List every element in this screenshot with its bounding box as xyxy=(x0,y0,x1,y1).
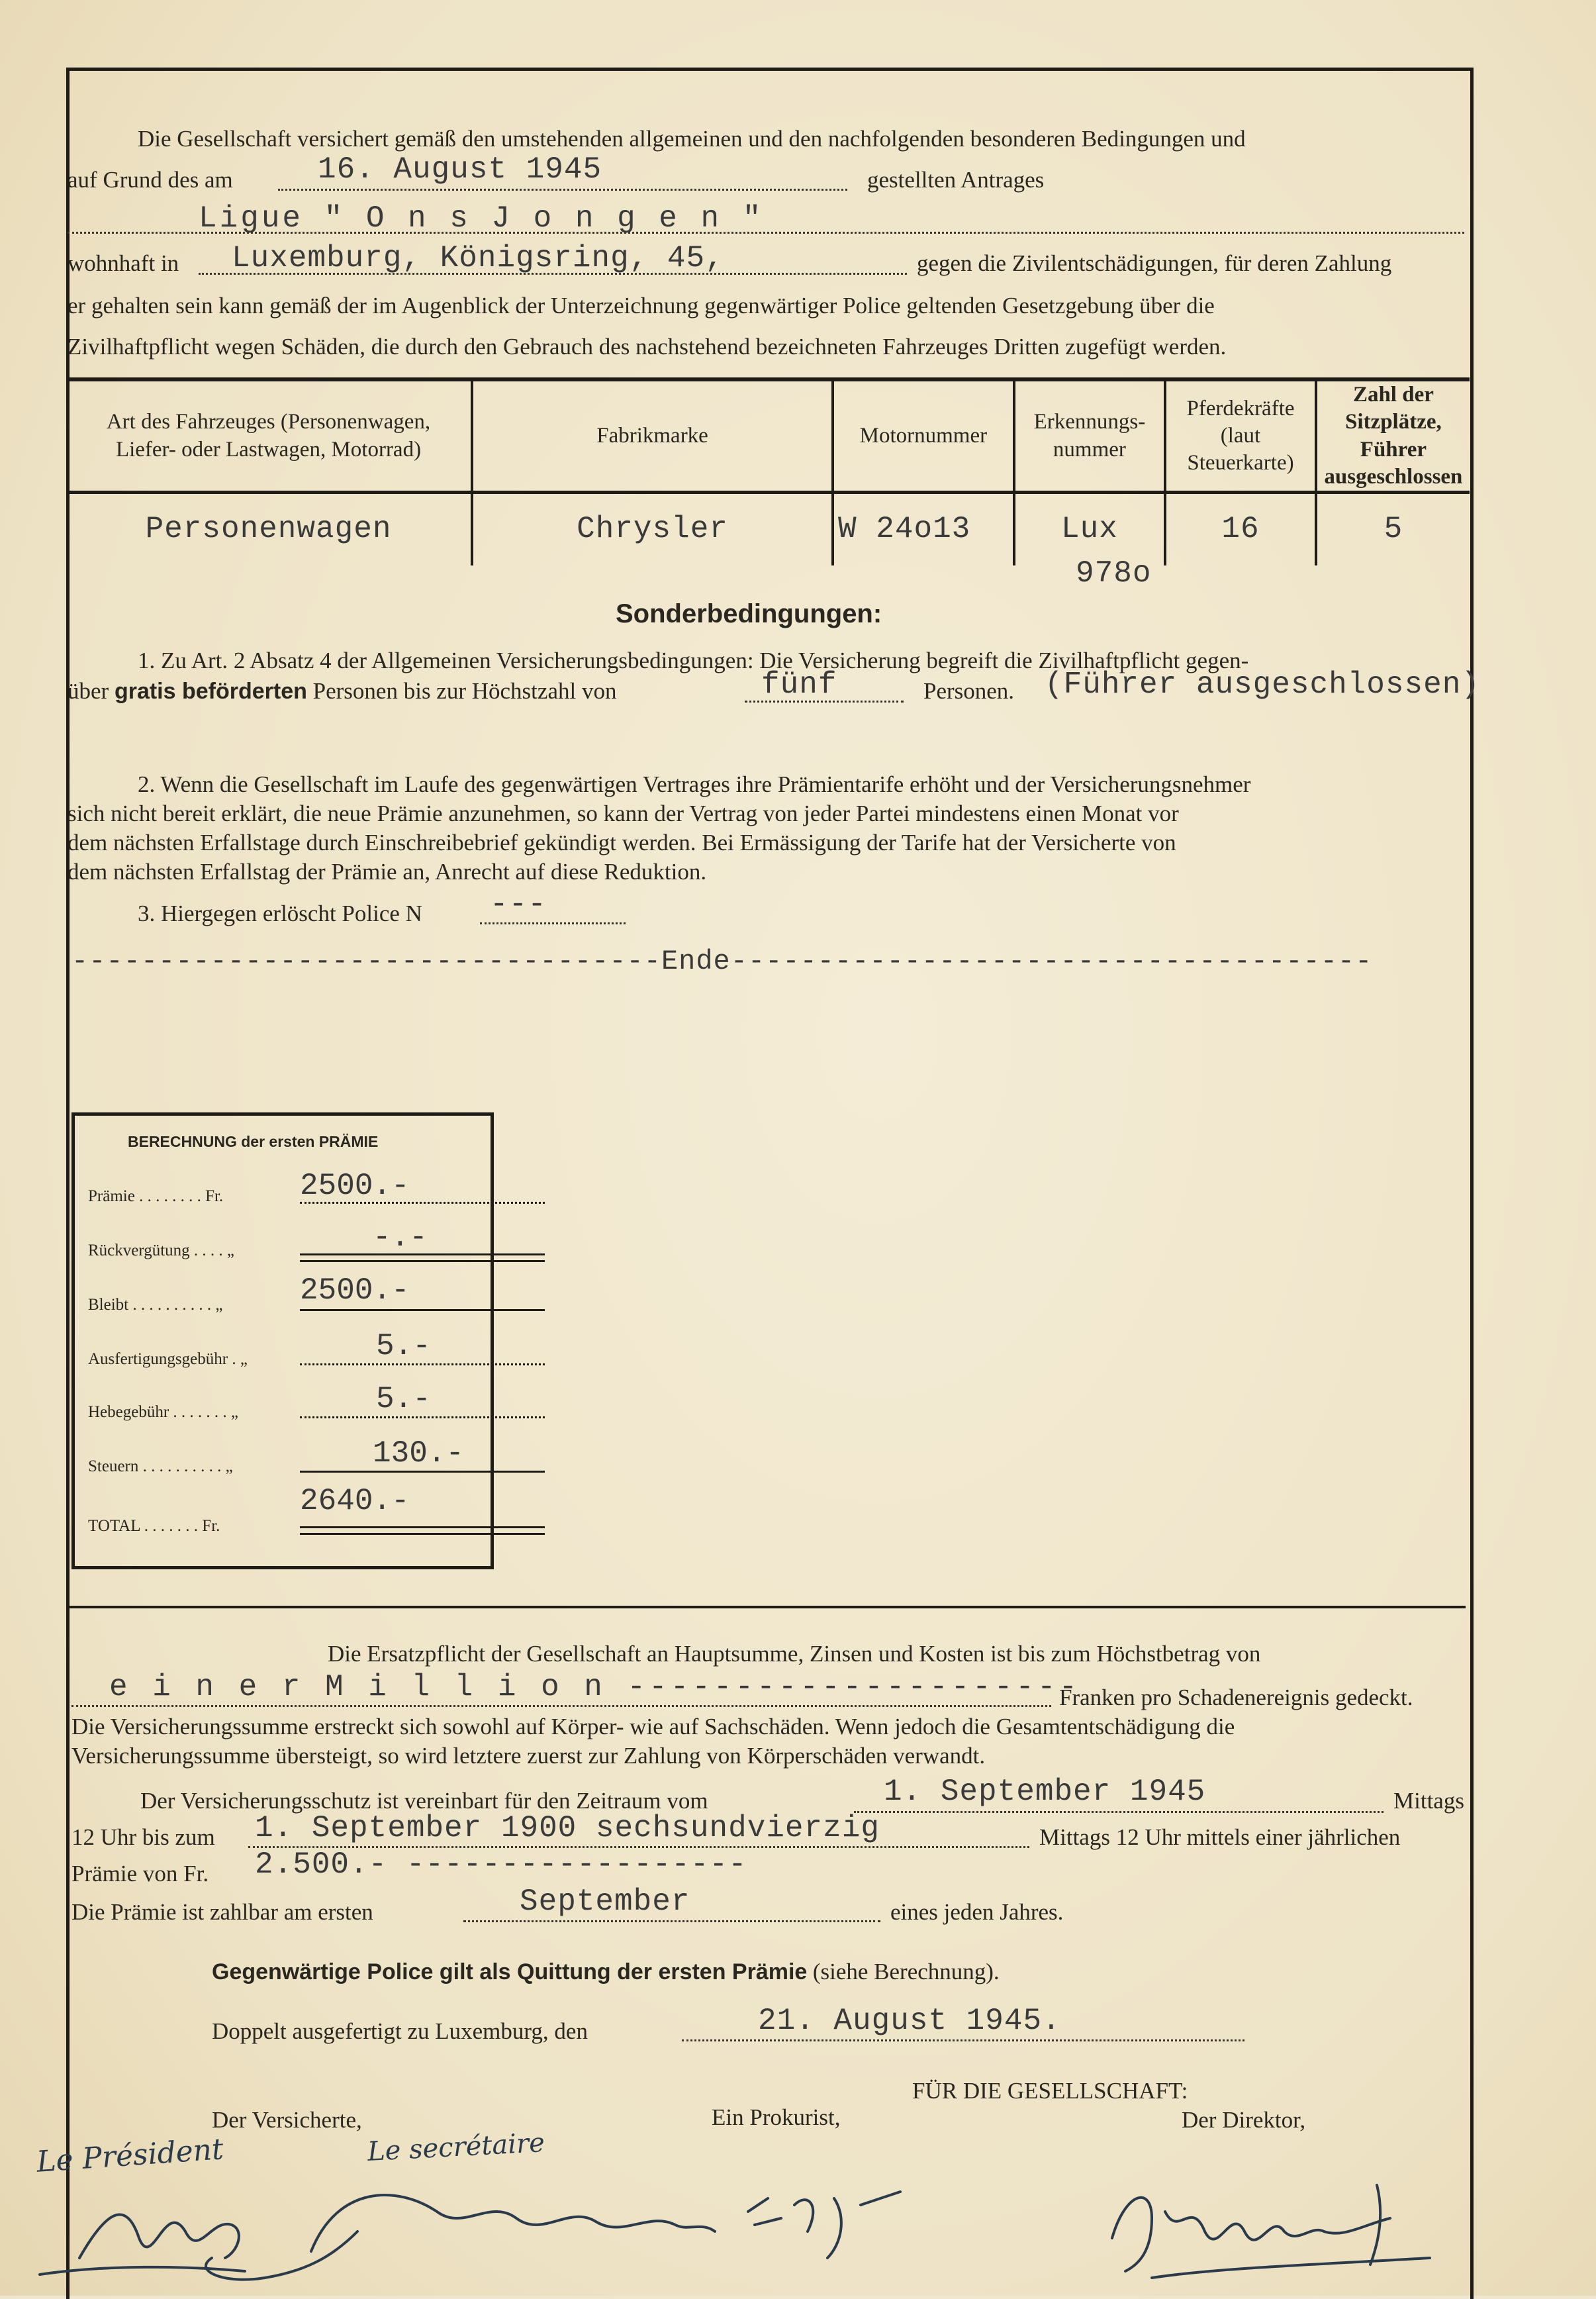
calc-line-issuing-fee xyxy=(300,1363,545,1365)
cell-vehicle-type: Personenwagen xyxy=(145,512,392,546)
registration-number: 978o xyxy=(1076,556,1152,591)
period-line-2-prefix: 12 Uhr bis zum xyxy=(71,1824,215,1850)
ende-line: ----------------------------------Ende------------------------------------- xyxy=(71,946,1373,977)
police-number-line xyxy=(480,922,626,924)
liability-amount: e i n e r M i l l i o n --------------------- xyxy=(109,1670,1081,1704)
receipt-note-rest: (siehe Berechnung). xyxy=(812,1959,1000,1984)
period-mid: Mittags xyxy=(1393,1788,1464,1814)
president-signature xyxy=(79,2214,239,2258)
header-horsepower: Pferdekräfte (laut Steuerkarte) xyxy=(1165,379,1316,493)
company-label: FÜR DIE GESELLSCHAFT: xyxy=(912,2078,1188,2104)
vehicle-table-row xyxy=(66,493,1470,565)
special-p1-text-d: Personen. xyxy=(923,678,1015,704)
calc-value-collection-fee: 5.- xyxy=(376,1382,431,1416)
prokurist-signature xyxy=(748,2192,900,2258)
residence-suffix: gegen die Zivilentschädigungen, für deren Zahlung xyxy=(917,250,1392,276)
due-suffix: eines jeden Jahres. xyxy=(890,1899,1064,1925)
header-seats: Zahl der Sitzplätze, Führer ausgeschlossen xyxy=(1316,379,1470,493)
insured-name: Ligue " O n s J o n g e n " xyxy=(199,201,764,236)
period-end: 1. September 1900 sechsundvierzig xyxy=(255,1811,880,1845)
liability-line-3: Die Versicherungssumme erstreckt sich sowohl auf Körper- wie auf Sachschäden. Wenn jedoch die Gesamtentschädigung die xyxy=(71,1714,1235,1739)
police-number: --- xyxy=(490,887,547,922)
annual-premium: 2.500.- ------------------ xyxy=(255,1847,747,1882)
cell-seats: 5 xyxy=(1316,493,1470,565)
period-prefix: Der Versicherungsschutz ist vereinbart für den Zeitraum vom xyxy=(140,1788,708,1814)
period-line-2-suffix: Mittags 12 Uhr mittels einer jährlichen xyxy=(1039,1824,1401,1850)
calculation-title: BERECHNUNG der ersten PRÄMIE xyxy=(128,1133,379,1150)
header-vehicle-type: Art des Fahrzeuges (Personenwagen, Liefer- oder Lastwagen, Motorrad) xyxy=(106,410,431,462)
calc-label-taxes: Steuern . . . . . . . . . . „ xyxy=(88,1457,233,1475)
special-p1-text-c: Personen bis zur Höchstzahl von xyxy=(312,678,617,704)
special-p1-line-1: 1. Zu Art. 2 Absatz 4 der Allgemeinen Versicherungsbedingungen: Die Versicherung begreift die Zivilhaftpflicht gegen- xyxy=(138,648,1249,673)
section-divider xyxy=(68,1606,1466,1608)
calc-line-refund-1 xyxy=(300,1253,545,1255)
special-p3: 3. Hiergegen erlöscht Police N xyxy=(138,901,422,926)
calc-value-remaining: 2500.- xyxy=(300,1273,410,1308)
period-start-line xyxy=(854,1811,1384,1813)
cell-horsepower: 16 xyxy=(1165,493,1316,565)
residence-prefix: wohnhaft in xyxy=(68,250,179,276)
calc-label-total: TOTAL . . . . . . . Fr. xyxy=(88,1517,220,1535)
premium-calculation-box xyxy=(71,1112,494,1569)
intro-line-2-prefix: auf Grund des am xyxy=(68,167,233,193)
cell-make: Chrysler xyxy=(472,493,833,565)
application-date-line xyxy=(278,189,847,191)
cell-engine-number: W 24o13 xyxy=(833,493,1014,565)
intro-line-2-suffix: gestellten Antrages xyxy=(867,167,1045,193)
prokurist-signature-label: Ein Prokurist, xyxy=(712,2104,841,2130)
signatures-drawing xyxy=(26,2159,1483,2291)
due-month-line xyxy=(463,1920,880,1922)
calc-line-premium xyxy=(300,1202,545,1204)
calc-label-premium: Prämie . . . . . . . . Fr. xyxy=(88,1187,224,1205)
special-conditions-title: Sonderbedingungen: xyxy=(616,599,882,628)
special-p1-line-2 xyxy=(68,678,616,705)
issued-date-line xyxy=(682,2039,1244,2041)
residence: Luxemburg, Königsring, 45, xyxy=(232,241,724,275)
calc-label-remaining: Bleibt . . . . . . . . . . „ xyxy=(88,1296,223,1314)
special-p2-line-4: dem nächsten Erfallstag der Prämie an, Anrecht auf diese Reduktion. xyxy=(68,859,707,885)
special-p2-line-2: sich nicht bereit erklärt, die neue Prämie anzunehmen, so kann der Vertrag von jeder Partei mindestens einen Monat vor xyxy=(68,801,1179,826)
period-start: 1. September 1945 xyxy=(884,1775,1206,1809)
insured-signature-label: Der Versicherte, xyxy=(212,2107,362,2133)
calc-label-collection-fee: Hebegebühr . . . . . . . „ xyxy=(88,1403,239,1421)
calc-line-taxes xyxy=(300,1471,545,1473)
vehicle-table-header-row xyxy=(66,379,1470,493)
calc-value-taxes: 130.- xyxy=(373,1436,465,1471)
calc-value-total: 2640.- xyxy=(300,1484,410,1518)
receipt-note-bold: Gegenwärtige Police gilt als Quittung der ersten Prämie xyxy=(212,1959,808,1984)
director-signature-label: Der Direktor, xyxy=(1182,2107,1306,2133)
due-month: September xyxy=(520,1884,690,1919)
header-registration-number: Erkennungs-nummer xyxy=(1014,379,1165,493)
calc-label-issuing-fee: Ausfertigungsgebühr . „ xyxy=(88,1350,248,1368)
special-p1-text-a: über xyxy=(68,678,109,704)
application-date: 16. August 1945 xyxy=(318,152,602,187)
issued-date: 21. August 1945. xyxy=(758,2004,1061,2038)
special-p2-line-3: dem nächsten Erfallstage durch Einschreibebrief gekündigt werden. Bei Ermässigung der Tarife hat der Versicherte von xyxy=(68,830,1176,856)
calc-label-refund: Rückvergütung . . . . „ xyxy=(88,1242,235,1259)
premium-prefix: Prämie von Fr. xyxy=(71,1861,209,1886)
director-underline xyxy=(1152,2258,1430,2278)
intro-line-6: Zivilhaftpflicht wegen Schäden, die durch den Gebrauch des nachstehend bezeichneten Fahrzeuges Dritten zugefügt werden. xyxy=(68,334,1227,360)
special-p1-bold: gratis beförderten xyxy=(114,679,307,704)
calc-line-collection-fee xyxy=(300,1416,545,1418)
calc-value-refund: -.- xyxy=(373,1220,428,1255)
special-p2-line-1: 2. Wenn die Gesellschaft im Laufe des gegenwärtigen Vertrages ihre Prämientarife erhöht und der Versicherungsnehmer xyxy=(138,771,1251,797)
calc-line-remaining xyxy=(300,1309,545,1311)
intro-line-5: er gehalten sein kann gemäß der im Augenblick der Unterzeichnung gegenwärtiger Police geltenden Gesetzgebung über die xyxy=(68,293,1215,318)
cell-registration: Lux xyxy=(1014,493,1165,565)
liability-line-1: Die Ersatzpflicht der Gesellschaft an Hauptsumme, Zinsen und Kosten ist bis zum Höchstbetrag von xyxy=(328,1641,1261,1667)
header-engine-number: Motornummer xyxy=(833,379,1014,493)
due-prefix: Die Prämie ist zahlbar am ersten xyxy=(71,1899,373,1925)
liability-amount-line xyxy=(71,1705,1051,1707)
calc-line-refund-2 xyxy=(300,1260,545,1262)
secretary-signature xyxy=(311,2195,715,2251)
secretary-signature-caption: Le secrétaire xyxy=(366,2128,545,2167)
receipt-note xyxy=(212,1959,1000,1985)
liability-line-4: Versicherungssumme übersteigt, so wird letztere zuerst zur Zahlung von Körperschäden verwandt. xyxy=(71,1743,986,1769)
issued-prefix: Doppelt ausgefertigt zu Luxemburg, den xyxy=(212,2018,588,2044)
calc-value-issuing-fee: 5.- xyxy=(376,1329,431,1363)
director-signature xyxy=(1112,2185,1390,2271)
driver-note: (Führer ausgeschlossen) xyxy=(1045,667,1480,702)
vehicle-table xyxy=(66,377,1470,565)
calc-value-premium: 2500.- xyxy=(300,1169,410,1203)
president-signature-caption: Le Président xyxy=(35,2132,225,2179)
max-persons: fünf xyxy=(761,667,837,702)
intro-line-1: Die Gesellschaft versichert gemäß den umstehenden allgemeinen und den nachfolgenden besonderen Bedingungen und xyxy=(138,126,1246,152)
header-make: Fabrikmarke xyxy=(472,379,833,493)
liability-line-2-suffix: Franken pro Schadenereignis gedeckt. xyxy=(1059,1685,1413,1710)
calc-line-total-1 xyxy=(300,1526,545,1528)
calc-line-total-2 xyxy=(300,1533,545,1535)
